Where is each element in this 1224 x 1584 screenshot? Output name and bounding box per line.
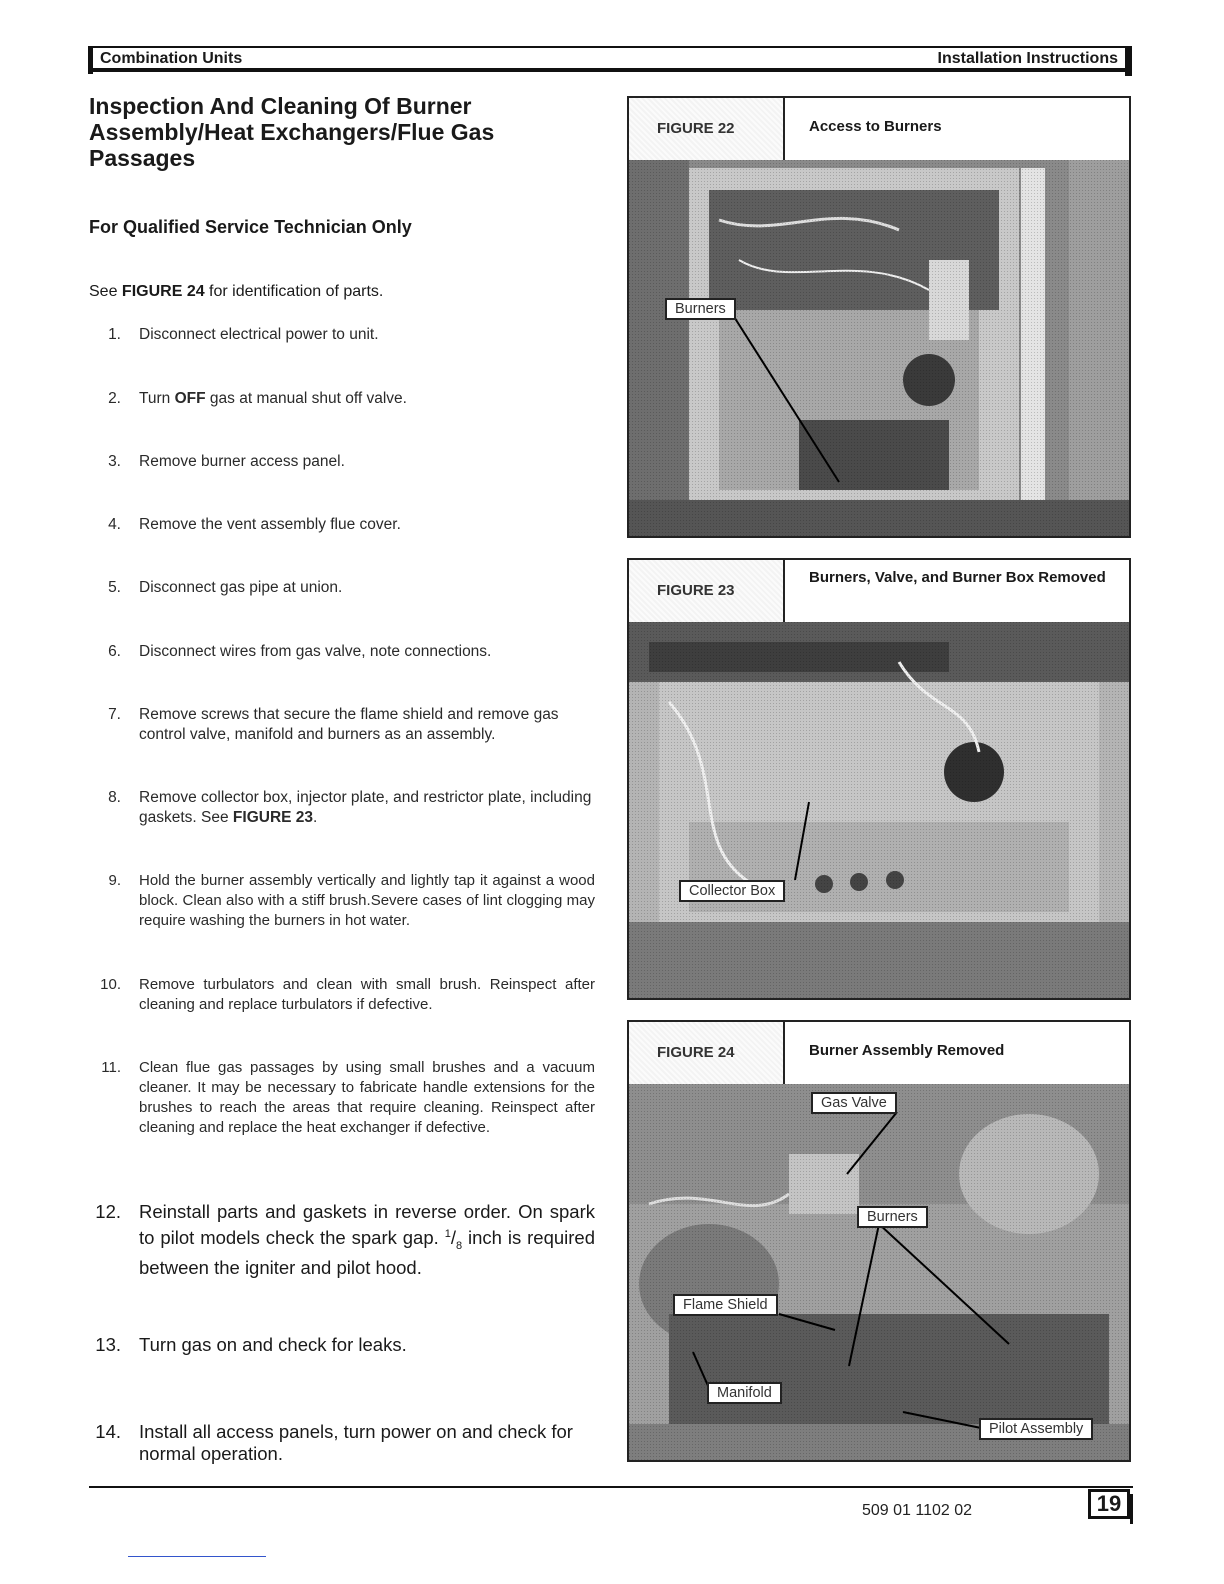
callout-manifold: Manifold [707,1382,782,1404]
callout-gas-valve: Gas Valve [811,1092,897,1114]
figure-number-cell [629,98,785,160]
step-text: Hold the burner assembly vertically and lightly tap it against a wood block. Clean also with a stiff brush.Severe cases of lint clogging may require washing the burners in hot water. [139,872,595,929]
step-text: Remove the vent assembly flue cover. [139,516,401,533]
footer-rule [89,1486,1133,1488]
section-subtitle: For Qualified Service Technician Only [89,217,412,237]
callout-burners: Burners [665,298,736,320]
step-text: Remove burner access panel. [139,453,345,470]
step-number: 4. [108,516,121,533]
callout-burners: Burners [857,1206,928,1228]
figure-number: FIGURE 23 [657,582,735,599]
step-text [139,788,595,828]
fraction-denominator: 8 [455,1239,463,1252]
bottom-link-line [128,1556,266,1557]
figure-photo [629,1084,1129,1460]
step-number: 10. [100,976,121,993]
step-number: 14. [95,1421,121,1442]
figure-22 [627,96,1131,538]
callout-collector-box: Collector Box [679,880,785,902]
figure-number: FIGURE 22 [657,120,735,137]
step-text: Remove turbulators and clean with small brush. Reinspect after cleaning and replace turbulators if defective. [139,976,595,1013]
figure-photo [629,622,1129,998]
figure-23 [627,558,1131,1000]
intro-text [89,283,383,301]
step-text: Disconnect electrical power to unit. [139,326,379,343]
step-number: 13. [95,1334,121,1355]
intro-before: See [89,283,122,300]
figure-number-cell [629,1022,785,1084]
figure-title: Burners, Valve, and Burner Box Removed [809,569,1106,586]
step-number: 2. [108,390,121,407]
step-text-pre: Remove collector box, injector plate, and restrictor plate, including gaskets. See [139,789,592,826]
figure-number-cell [629,560,785,622]
intro-figure-ref: FIGURE 24 [121,283,205,300]
step-text: Install all access panels, turn power on and check for normal operation. [139,1421,573,1464]
figure-caption-header [629,1022,1129,1086]
fraction-separator: / [450,1227,456,1249]
header-right-bar [1125,46,1132,76]
photo-burner-box-removed [629,622,1129,998]
step-text: Disconnect wires from gas valve, note connections. [139,643,492,660]
step-text-pre: Turn [139,390,175,407]
step-number: 3. [108,453,121,470]
step-number: 6. [108,643,121,660]
photo-access-to-burners [629,160,1129,536]
step-text-pre: Reinstall parts and gaskets in reverse order. On spark to pilot models check the spark gap. [139,1201,595,1249]
figure-title: Access to Burners [809,118,942,135]
document-number: 509 01 1102 02 [862,1502,973,1519]
step-number: 1. [108,326,121,343]
step-text [139,1201,595,1279]
callout-flame-shield: Flame Shield [673,1294,778,1316]
figure-caption-header [629,560,1129,624]
figure-photo [629,160,1129,536]
step-text: Disconnect gas pipe at union. [139,579,343,596]
page-number: 19 [1088,1489,1130,1519]
page-header [88,46,1128,72]
figure-caption-header [629,98,1129,162]
intro-after: for identification of parts. [204,283,384,300]
figure-title: Burner Assembly Removed [809,1042,1005,1059]
step-text-post: . [313,809,318,826]
step-number: 12. [95,1201,121,1222]
step-text: Remove screws that secure the flame shield and remove gas control valve, manifold and burners as an assembly. [139,706,559,743]
step-text-bold: FIGURE 23 [232,809,314,826]
fraction-numerator: 1 [444,1228,451,1240]
step-number: 5. [108,579,121,596]
photo-burner-assembly-removed [629,1084,1129,1460]
header-section-title: Combination Units [100,50,243,67]
step-text-post: gas at manual shut off valve. [205,390,407,407]
figure-24 [627,1020,1131,1462]
figure-number: FIGURE 24 [657,1044,735,1061]
step-text: Turn gas on and check for leaks. [139,1334,407,1355]
step-text [139,389,595,409]
step-number: 7. [108,706,121,723]
step-text-bold: OFF [174,390,206,407]
step-text: Clean flue gas passages by using small brushes and a vacuum cleaner. It may be necessary to fabricate handle extensions for the brushes to reach the areas that require cleaning. Reinspect after cleaning and replace the heat exchanger if defective. [139,1059,595,1136]
step-number: 9. [108,872,121,889]
callout-pilot-assembly: Pilot Assembly [979,1418,1093,1440]
step-text-post: inch is required between the igniter and pilot hood. [139,1227,595,1278]
page-title: Inspection And Cleaning Of Burner Assembly/Heat Exchangers/Flue Gas Passages [89,93,495,171]
header-document-title: Installation Instructions [937,50,1118,67]
step-number: 11. [101,1059,121,1076]
step-number: 8. [108,789,121,806]
header-left-bar [88,46,93,74]
